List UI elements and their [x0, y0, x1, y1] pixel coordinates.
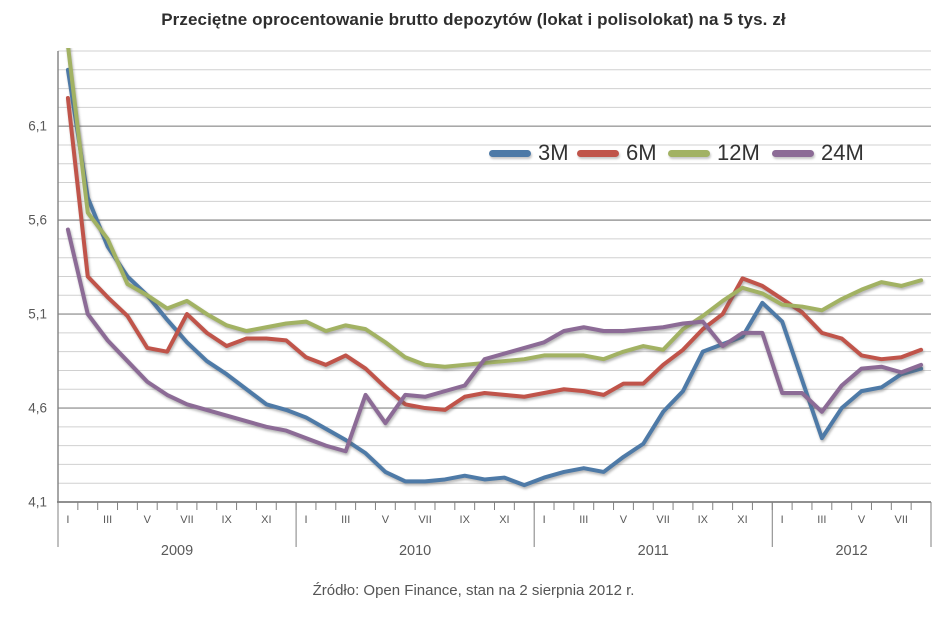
x-month-label: XI: [737, 514, 748, 526]
series-lines: [68, 45, 921, 485]
x-month-label: I: [304, 514, 308, 526]
y-tick-label: 4,6: [28, 400, 47, 416]
legend-label: 24M: [821, 140, 864, 165]
legend-swatch-6m: [577, 150, 619, 157]
legend-label: 6M: [626, 140, 657, 165]
x-month-label: III: [579, 514, 589, 526]
legend-label: 3M: [538, 140, 569, 165]
x-year-label: 2009: [160, 543, 194, 559]
legend-swatch-12m: [668, 150, 710, 157]
source-note: Źródło: Open Finance, stan na 2 sierpnia 2012 r.: [312, 582, 635, 599]
legend-item-24m: [772, 138, 864, 168]
x-month-label: I: [542, 514, 546, 526]
series-line-24m: [68, 230, 921, 452]
axes: [57, 51, 931, 547]
series-line-3m: [68, 70, 921, 485]
x-month-label: I: [780, 514, 784, 526]
x-month-label: XI: [499, 514, 510, 526]
x-month-label: III: [341, 514, 351, 526]
x-month-label: III: [103, 514, 113, 526]
y-tick-label: 4,1: [28, 494, 47, 510]
legend-swatch-24m: [772, 150, 814, 157]
chart-title: Przeciętne oprocentowanie brutto depozytów (lokat i polisolokat) na 5 tys. zł: [161, 10, 786, 29]
x-month-label: IX: [697, 514, 709, 526]
legend-item-3m: [489, 138, 569, 168]
legend-swatch-3m: [489, 150, 531, 157]
legend-label: 12M: [717, 140, 760, 165]
x-month-label: V: [143, 514, 151, 526]
x-month-label: VII: [180, 514, 194, 526]
x-month-label: VII: [418, 514, 432, 526]
x-month-label: V: [857, 514, 866, 526]
x-month-label: XI: [261, 514, 272, 526]
legend-item-12m: [668, 138, 760, 168]
x-month-label: III: [817, 514, 827, 526]
x-month-label: VII: [656, 514, 670, 526]
y-tick-label: 5,6: [28, 212, 47, 228]
gridlines: [58, 51, 931, 483]
x-year-label: 2011: [637, 543, 669, 559]
series-line-12m: [68, 45, 921, 366]
y-tick-label: 5,1: [28, 306, 47, 322]
x-month-label: IX: [221, 514, 232, 526]
x-month-label: I: [66, 514, 70, 526]
y-tick-label: 6,1: [28, 118, 47, 134]
x-year-label: 2012: [835, 543, 868, 559]
x-month-label: IX: [459, 514, 470, 526]
x-month-label: VII: [894, 514, 908, 526]
x-month-label: V: [619, 514, 628, 526]
x-year-label: 2010: [398, 543, 432, 559]
legend-item-6m: [577, 138, 657, 168]
x-month-label: V: [381, 514, 390, 526]
